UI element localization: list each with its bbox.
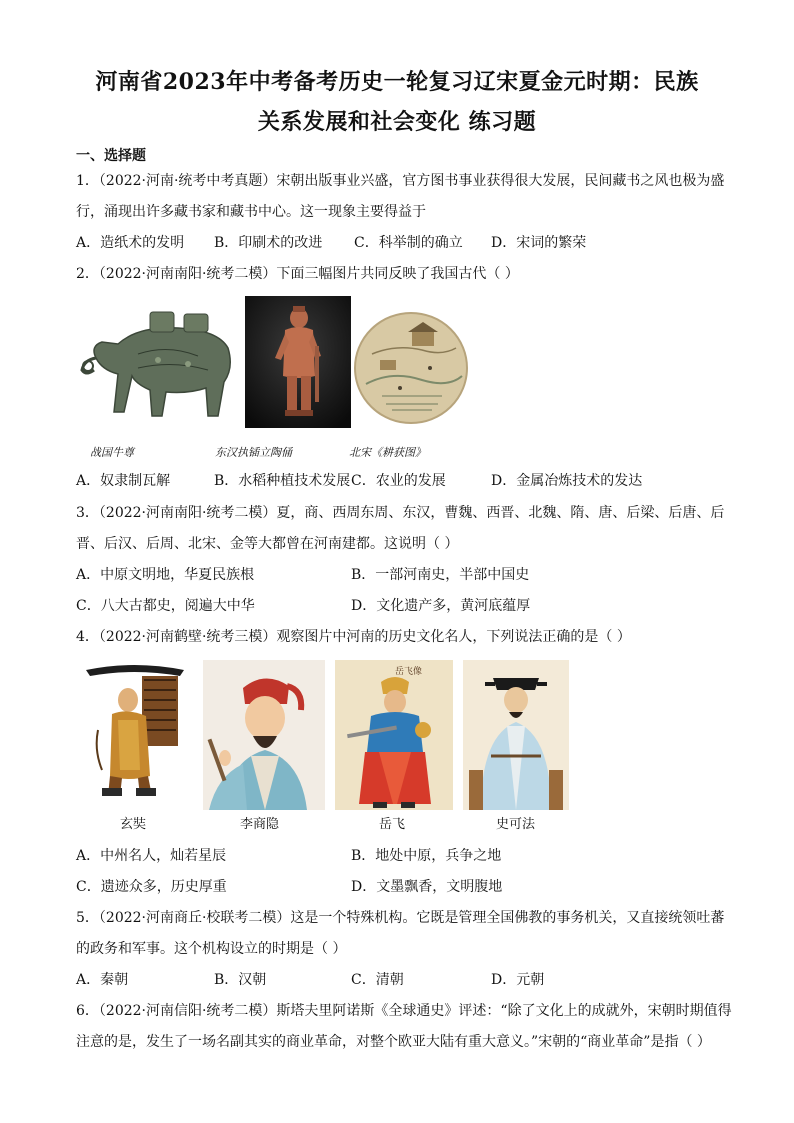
q6-text-line1: 6．（2022·河南信阳·统考二模）斯塔夫里阿诺斯《全球通史》评述：“除了文化上的成就外，宋朝时期值得 (76, 1003, 732, 1019)
q3-text-line2: 晋、后汉、后周、北宋、金等大都曾在河南建都。这说明（ ） (76, 536, 459, 552)
q4-option-b: B．地处中原，兵争之地 (351, 848, 502, 864)
xuanzang-portrait (80, 660, 188, 808)
q4-option-a: A．中州名人，灿若星辰 (76, 848, 227, 864)
q1-text-line2: 行，涌现出许多藏书家和藏书中心。这一现象主要得益于 (76, 204, 426, 220)
q4-option-d: D．文墨飘香，文明腹地 (351, 879, 503, 895)
document-title-line2: 关系发展和社会变化 练习题 (257, 109, 537, 135)
q5-option-d: D．元朝 (491, 972, 545, 988)
q4-name-4: 史可法 (496, 817, 536, 832)
q4-name-2: 李商隐 (240, 817, 280, 832)
q2-option-b: B．水稻种植技术发展 (214, 473, 351, 489)
q5-option-b: B．汉朝 (214, 972, 267, 988)
q1-text-line1: 1．（2022·河南·统考中考真题）宋朝出版事业兴盛，官方图书事业获得很大发展，民间藏书之风也极为盛 (76, 173, 725, 189)
q1-option-d: D．宋词的繁荣 (491, 235, 587, 251)
yuefei-portrait (335, 660, 453, 810)
q3-option-d: D．文化遗产多，黄河底蕴厚 (351, 598, 531, 614)
q1-option-c: C．科举制的确立 (354, 235, 463, 251)
gengou-painting-image (352, 310, 470, 426)
lishangyin-portrait (203, 660, 325, 810)
q2-option-c: C．农业的发展 (351, 473, 446, 489)
q4-name-1: 玄奘 (120, 817, 147, 832)
q4-name-3: 岳飞 (379, 817, 406, 832)
q2-caption-2: 东汉执锸立陶俑 (215, 446, 292, 459)
q4-text-line1: 4．（2022·河南鹤壁·统考三模）观察图片中河南的历史文化名人，下列说法正确的是（ ） (76, 629, 631, 645)
yuefei-portrait-label: 岳飞像 (395, 667, 423, 677)
q3-option-b: B．一部河南史，半部中国史 (351, 567, 530, 583)
q5-option-a: A．秦朝 (76, 972, 129, 988)
q2-text-line1: 2．（2022·河南南阳·统考二模）下面三幅图片共同反映了我国古代（ ） (76, 266, 519, 282)
q2-option-d: D．金属冶炼技术的发达 (491, 473, 643, 489)
q3-text-line1: 3．（2022·河南南阳·统考二模）夏，商、西周东周、东汉，曹魏、西晋、北魏、隋、唐、后梁、后唐、后 (76, 505, 725, 521)
document-title-line1: 河南省2023年中考备考历史一轮复习辽宋夏金元时期：民族 (95, 69, 699, 95)
q5-text-line2: 的政务和军事。这个机构设立的时期是（ ） (76, 941, 347, 957)
shikefa-portrait (463, 660, 569, 810)
q6-text-line2: 注意的是，发生了一场名副其实的商业革命，对整个欧亚大陆有重大意义。”宋朝的“商业革命”是指（ ） (76, 1034, 711, 1050)
q4-option-c: C．遗迹众多，历史厚重 (76, 879, 227, 895)
q2-option-a: A．奴隶制瓦解 (76, 473, 171, 489)
q5-text-line1: 5．（2022·河南商丘·校联考二模）这是一个特殊机构。它既是管理全国佛教的事务机关，又直接统领吐蕃 (76, 910, 725, 926)
section-heading: 一、选择题 (76, 148, 146, 164)
q1-option-a: A．造纸术的发明 (76, 235, 185, 251)
q5-option-c: C．清朝 (351, 972, 404, 988)
q3-option-c: C．八大古都史，阅遍大中华 (76, 598, 255, 614)
pottery-figurine-image (245, 296, 351, 428)
q2-caption-1: 战国牛尊 (90, 446, 134, 459)
q1-option-b: B．印刷术的改进 (214, 235, 323, 251)
q2-caption-3: 北宋《耕获图》 (349, 446, 426, 459)
bronze-ox-zun-image (78, 304, 244, 424)
q3-option-a: A．中原文明地，华夏民族根 (76, 567, 255, 583)
